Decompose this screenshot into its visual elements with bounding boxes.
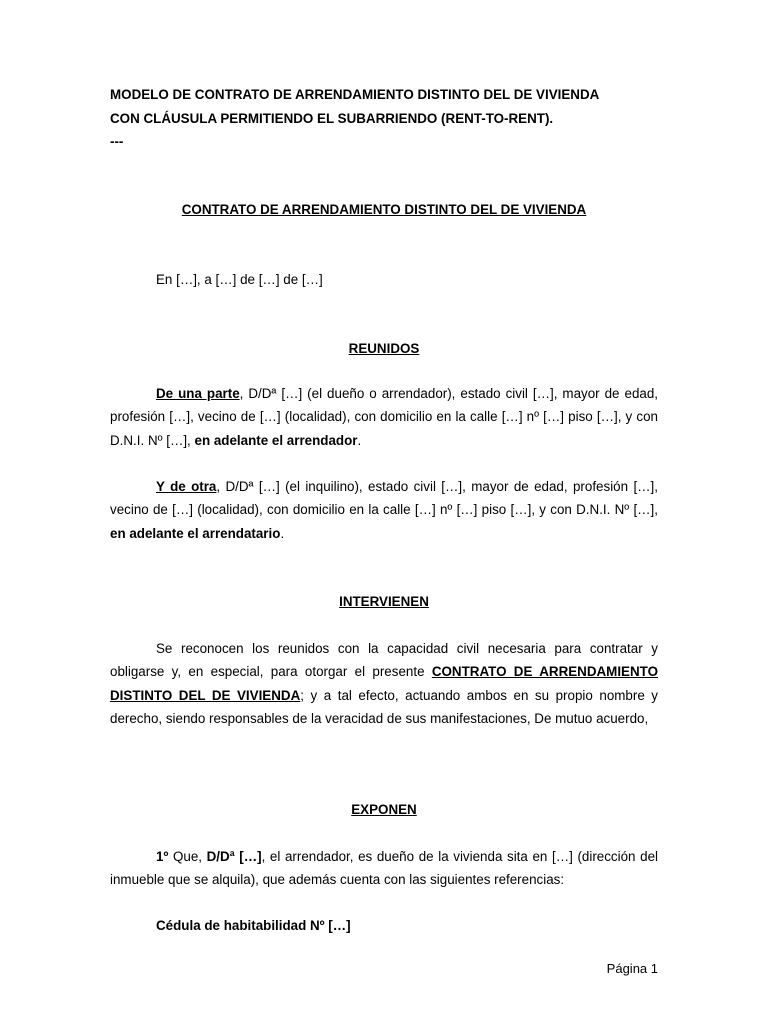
item-number: 1º (156, 849, 169, 864)
item-text: , el arrendador, es dueño de la vivienda sita en […] (dirección del inmueble que se alquila), que además cuenta con las siguientes referencias: (110, 849, 658, 888)
intervienen-heading: INTERVIENEN (339, 594, 429, 609)
title-line-3: --- (110, 134, 124, 149)
exponen-heading: EXPONEN (351, 802, 417, 817)
main-heading: CONTRATO DE ARRENDAMIENTO DISTINTO DEL DE VIVIENDA (181, 202, 587, 217)
intervienen-paragraph (110, 637, 658, 730)
intervienen-text-start: Se reconocen los reunidos con la capacidad civil necesaria para contratar y obligarse y, en especial, para otorgar el presente (110, 641, 658, 680)
title-line-1: MODELO DE CONTRATO DE ARRENDAMIENTO DISTINTO DEL DE VIVIENDA (110, 87, 600, 102)
party-one-end: . (357, 432, 362, 448)
reunidos-heading: REUNIDOS (348, 341, 420, 356)
intervienen-text-end: ; y a tal efecto, actuando ambos en su propio nombre y derecho, siendo responsables de la veracidad de sus manifestaciones, De mutuo acuerdo, (110, 687, 659, 726)
exponen-item-1 (110, 845, 658, 892)
item-pre: Que, (168, 849, 207, 864)
title-line-2: CON CLÁUSULA PERMITIENDO EL SUBARRIENDO (RENT-TO-RENT). (110, 110, 554, 126)
reunidos-paragraph-1 (110, 382, 658, 452)
party-two-text: , D/Dª […] (el inquilino), estado civil […], mayor de edad, profesión […], vecino de […] (localidad), con domicilio en la calle […] nº […] piso […], y con D.N.I. Nº […], (110, 479, 658, 518)
page-number-footer: Página 1 (606, 961, 658, 976)
party-two-lead: Y de otra (156, 479, 217, 494)
party-one-text: , D/Dª […] (el dueño o arrendador), estado civil […], mayor de edad, profesión […], vecino de […] (localidad), con domicilio en la calle […] nº […] piso […], y con D.N.I. Nº […], (110, 386, 659, 448)
party-one-lead: De una parte (156, 386, 240, 401)
contract-name: CONTRATO DE ARRENDAMIENTO DISTINTO DEL DE VIVIENDA (110, 664, 659, 703)
party-two-end: . (280, 525, 285, 541)
document-title (110, 83, 658, 154)
reunidos-paragraph-2 (110, 475, 658, 545)
item-owner: D/Dª […] (206, 849, 262, 864)
party-one-role: en adelante el arrendador (194, 432, 358, 448)
party-two-role: en adelante el arrendatario (110, 525, 281, 541)
place-date-line: En […], a […] de […] de […] (156, 272, 323, 287)
cedula-line: Cédula de habitabilidad Nº […] (156, 918, 351, 933)
